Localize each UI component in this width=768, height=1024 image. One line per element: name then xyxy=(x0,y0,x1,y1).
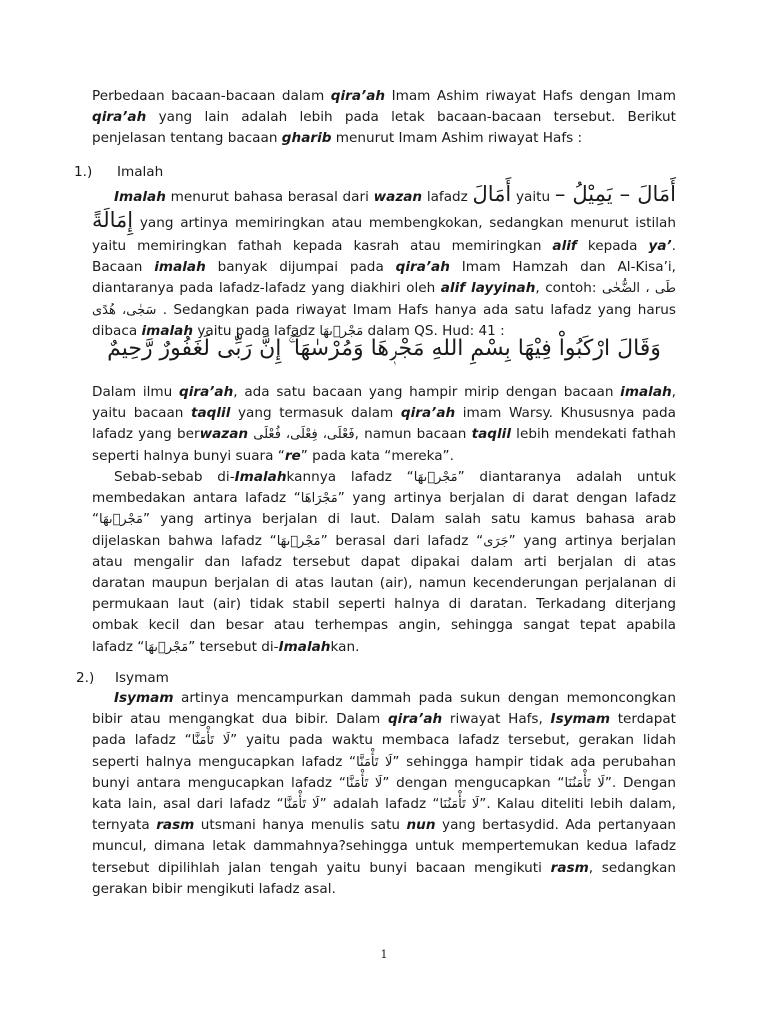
intro-line-1: Perbedaan bacaan-bacaan dalam qira’ah Imam Ashim riwayat Hafs dengan Imam xyxy=(92,88,676,104)
imalah-line-5: diantaranya pada lafadz-lafadz yang diakhiri oleh alif layyinah, contoh: طَى ، الضُّحٰى xyxy=(92,280,676,297)
reason-line-2: membedakan antara lafadz “مَجْرَاهَا” yang artinya berjalan di darat dengan lafadz xyxy=(92,490,676,507)
isymam-line-10: gerakan bibir mengikuti lafadz asal. xyxy=(92,880,336,897)
isymam-line-8: muncul, dimana letak dammahnya?sehingga untuk mempertemukan kedua lafadz xyxy=(92,838,676,855)
reason-line-5: atau mengalir dan lafadz tersebut dapat dipakai dalam arti berjalan di atas xyxy=(92,553,676,570)
isymam-line-5: bunyi antara mengucapkan lafadz “لَا تَأْمَنَّا” dengan mengucapkan “لَا تَأْمَنُنَا”. Dengan xyxy=(92,774,676,791)
section-1-number: 1.) xyxy=(74,164,93,180)
reason-line-6: daratan maupun berjalan di atas lautan (air), namun kecenderungan perjalanan di xyxy=(92,574,676,591)
imalah-line-2: إِمَالَةً yang artinya memiringkan atau membengkokan, sedangkan menurut istilah xyxy=(92,208,676,232)
imalah-line-7: dibaca imalah yaitu pada lafadz مَجْرٖىهَا dalam QS. Hud: 41 : xyxy=(92,322,505,339)
reason-line-1: Sebab-sebab di-Imalahkannya lafadz “مَجْرٖىهَا” diantaranya adalah untuk xyxy=(114,469,676,485)
taqlil-line-2: yaitu bacaan taqlil yang termasuk dalam qira’ah imam Warsy. Khususnya pada xyxy=(92,405,676,422)
isymam-line-2: bibir atau mengangkat dua bibir. Dalam qira’ah riwayat Hafs, Isymam terdapat xyxy=(92,711,676,728)
section-2-heading xyxy=(76,670,169,686)
imalah-line-1: Imalah menurut bahasa berasal dari wazan lafadz أَمَالَ yaitu أَمَالَ – يَمِيْلُ – xyxy=(114,182,676,206)
intro-line-2: qira’ah yang lain adalah lebih pada letak bacaan-bacaan tersebut. Berikut xyxy=(92,109,676,126)
reason-line-8: ombak kecil dan besar atau terhempas angin, sehingga sangat tepat apabila xyxy=(92,617,676,634)
reason-line-4: dijelaskan bahwa lafadz “مَجْرٖىهَا” berasal dari lafadz “جَرَى” yang artinya berjalan xyxy=(92,532,676,549)
page-number: 1 xyxy=(380,948,388,961)
taqlil-line-4: seperti halnya bunyi suara “re” pada kata “mereka”. xyxy=(92,447,454,464)
imalah-line-3: yaitu memiringkan fathah kepada kasrah atau memiringkan alif kepada ya’. xyxy=(92,238,676,254)
imalah-definition-paragraph xyxy=(92,184,676,342)
isymam-line-9: tersebut dipilihlah jalan tengah yaitu bunyi bacaan mengikuti rasm, sedangkan xyxy=(92,859,676,876)
reason-line-3: “مَجْرٖىهَا” yang artinya berjalan di laut. Dalam salah satu kamus bahasa arab xyxy=(92,511,676,528)
isymam-line-6: kata lain, asal dari lafadz “لَا تَأْمَنَّا” adalah lafadz “لَا تَأْمَنُنَا”. Kalau diteliti lebih dalam, xyxy=(92,795,676,812)
isymam-line-3: pada lafadz “لَا تَأْمَنَّا” yaitu pada waktu membaca lafadz tersebut, gerakan lidah xyxy=(92,732,676,749)
intro-line-3: penjelasan tentang bacaan gharib menurut Imam Ashim riwayat Hafs : xyxy=(92,130,583,147)
section-2-title: Isymam xyxy=(114,670,169,686)
isymam-line-4: seperti halnya mengucapkan lafadz “لَا تَأْمَنَّا” sehingga hampir tidak ada perubahan xyxy=(92,753,676,770)
quran-verse-hud-41: وَقَالَ ارْكَبُواْ فِيْهَا بِسْمِ اللهِ مَجْرٖهَا وَمُرْسٰهَآ ۚ إِنَّ رَبِّى لَغَفُورٌ رَّحِيمٌ xyxy=(107,336,661,361)
taqlil-paragraph xyxy=(92,382,676,467)
isymam-paragraph xyxy=(92,688,676,900)
section-1-heading xyxy=(74,164,163,180)
isymam-line-1: Isymam artinya mencampurkan dammah pada sukun dengan memoncongkan xyxy=(114,690,676,706)
reason-line-9: lafadz “مَجْرٖىهَا” tersebut di-Imalahkan. xyxy=(92,638,360,655)
imalah-reason-paragraph xyxy=(92,467,676,658)
taqlil-line-3: lafadz yang berwazan فَعْلَى، فِعْلَى، فُعْلَى, namun bacaan taqlil lebih mendekati fathah xyxy=(92,426,677,443)
reason-line-7: permukaan laut (air) tidak stabil seperti halnya di daratan. Terkadang diterjang xyxy=(92,596,676,613)
isymam-line-7: ternyata rasm utsmani hanya menulis satu nun yang bertasydid. Ada pertanyaan xyxy=(92,817,677,834)
intro-paragraph xyxy=(92,86,676,150)
imalah-line-4: Bacaan imalah banyak dijumpai pada qira’ah Imam Hamzah dan Al-Kisa’i, xyxy=(92,259,677,276)
section-1-title: Imalah xyxy=(116,164,164,180)
taqlil-line-1: Dalam ilmu qira’ah, ada satu bacaan yang hampir mirip dengan bacaan imalah, xyxy=(92,384,676,400)
imalah-line-6: سَجٰى، هُدًى . Sedangkan pada riwayat Imam Hafs hanya ada satu lafadz yang harus xyxy=(92,301,676,318)
section-2-number: 2.) xyxy=(76,670,95,686)
